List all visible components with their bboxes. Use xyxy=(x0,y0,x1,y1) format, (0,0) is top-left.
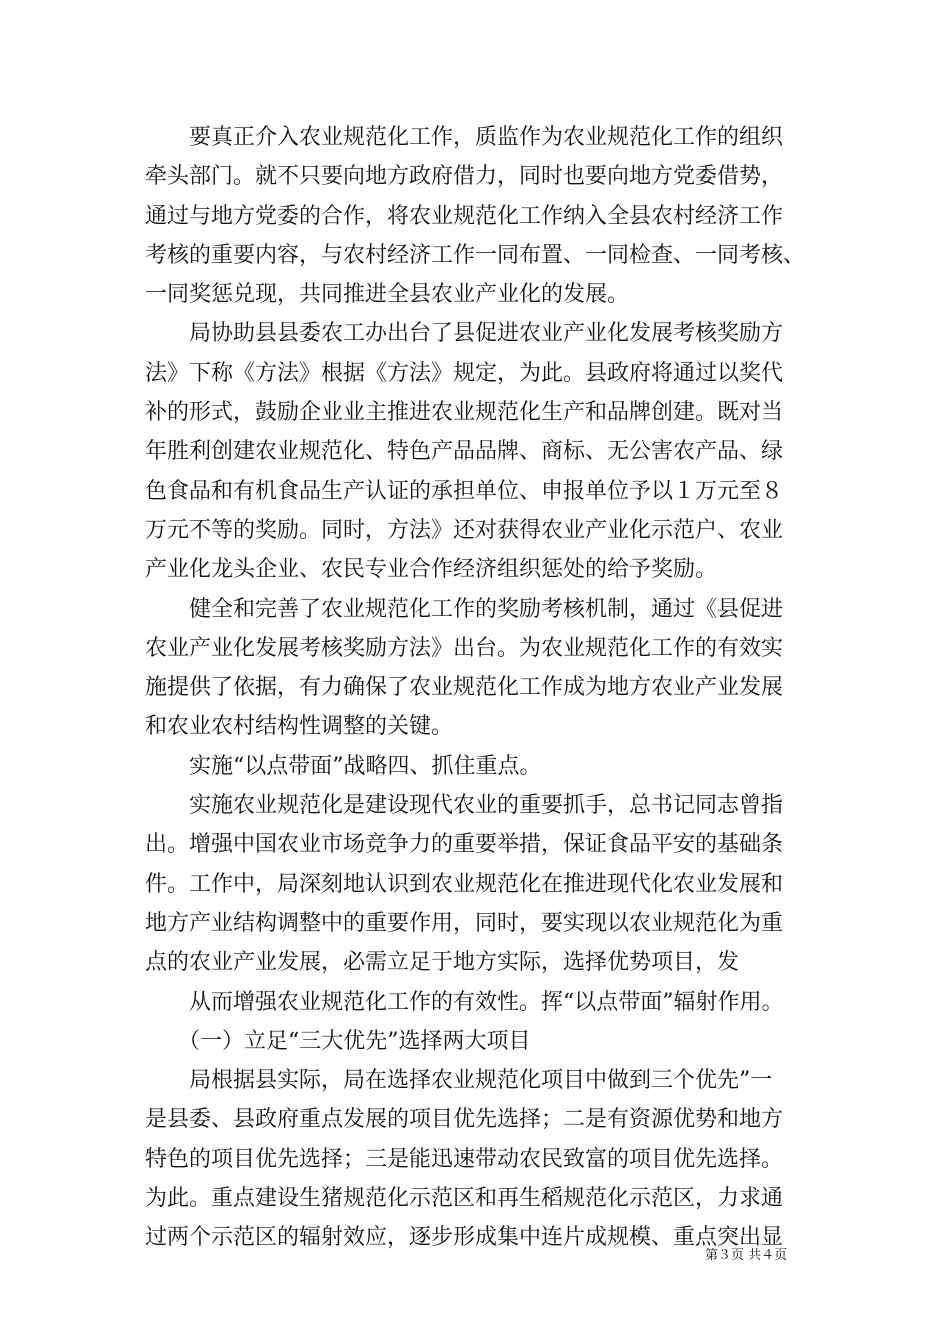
text-line: 点的农业产业发展，必需立足于地方实际，选择优势项目，发 xyxy=(145,950,740,976)
text-line: 施提供了依据，有力确保了农业规范化工作成为地方农业产业发展 xyxy=(145,675,784,701)
text-line: 产业化龙头企业、农民专业合作经济组织惩处的给予奖励。 xyxy=(145,557,718,583)
text-line: 为此。重点建设生猪规范化示范区和再生稻规范化示范区，力求通 xyxy=(145,1186,784,1212)
body-text xyxy=(145,118,835,1258)
text-line: 实施“以点带面”战略四、抓住重点。 xyxy=(145,753,542,779)
text-line: 法》下称《方法》根据《方法》规定，为此。县政府将通过以奖代 xyxy=(145,360,784,386)
text-line: 和农业农村结构性调整的关键。 xyxy=(145,714,454,740)
text-line: 健全和完善了农业规范化工作的奖励考核机制，通过《县促进 xyxy=(145,596,784,622)
text-line: 局根据县实际，局在选择农业规范化项目中做到三个优先”一 xyxy=(145,1068,773,1094)
text-line: 年胜利创建农业规范化、特色产品品牌、商标、无公害农产品、绿 xyxy=(145,439,784,465)
text-line: 考核的重要内容，与农村经济工作一同布置、一同检查、一同考核、 xyxy=(145,242,806,268)
text-line: 件。工作中，局深刻地认识到农业规范化在推进现代化农业发展和 xyxy=(145,871,784,897)
text-line: 一同奖惩兑现，共同推进全县农业产业化的发展。 xyxy=(145,282,630,308)
text-line: 农业产业化发展考核奖励方法》出台。为农业规范化工作的有效实 xyxy=(145,635,784,661)
text-line: 万元不等的奖励。同时，方法》还对获得农业产业化示范户、农业 xyxy=(145,517,784,543)
text-line: 局协助县县委农工办出台了县促进农业产业化发展考核奖励方 xyxy=(145,321,784,347)
text-line: 实施农业规范化是建设现代农业的重要抓手，总书记同志曾指 xyxy=(145,793,784,819)
text-line: 牵头部门。就不只要向地方政府借力，同时也要向地方党委借势， xyxy=(145,164,784,190)
text-line: 地方产业结构调整中的重要作用，同时，要实现以农业规范化为重 xyxy=(145,910,784,936)
text-line: 特色的项目优先选择；三是能迅速带动农民致富的项目优先选择。 xyxy=(145,1146,784,1172)
text-line: 是县委、县政府重点发展的项目优先选择；二是有资源优势和地方 xyxy=(145,1107,784,1133)
text-line: 过两个示范区的辐射效应，逐步形成集中连片成规模、重点突出显 xyxy=(145,1225,784,1251)
page-number-footer: 第３页 共４页 xyxy=(705,1248,788,1263)
text-line: 通过与地方党委的合作，将农业规范化工作纳入全县农村经济工作 xyxy=(145,203,784,229)
text-line: 从而增强农业规范化工作的有效性。挥“以点带面”辐射作用。 xyxy=(145,989,784,1015)
text-line: 出。增强中国农业市场竞争力的重要举措，保证食品平安的基础条 xyxy=(145,832,784,858)
text-line: 补的形式，鼓励企业业主推进农业规范化生产和品牌创建。既对当 xyxy=(145,400,784,426)
text-line: 要真正介入农业规范化工作，质监作为农业规范化工作的组织 xyxy=(145,125,784,150)
text-line: 色食品和有机食品生产认证的承担单位、申报单位予以１万元至８ xyxy=(145,478,784,504)
text-line: （一）立足“三大优先”选择两大项目 xyxy=(145,1028,531,1054)
